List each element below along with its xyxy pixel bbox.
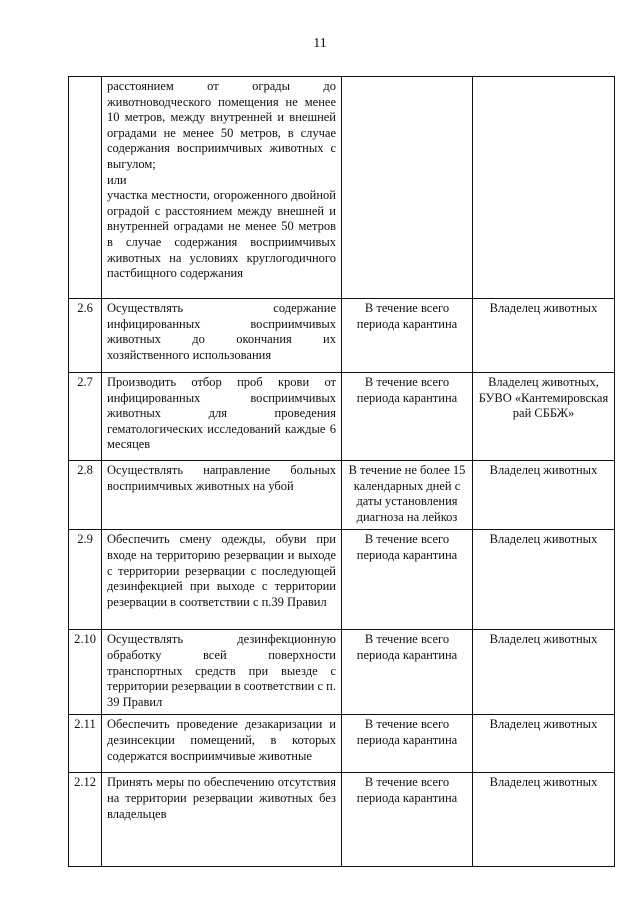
row-action: Осуществлять дезинфекционную обработку всей поверхности транспортных средств при выезде с территории резервации в соответствии с п. 39 Правил <box>102 630 342 715</box>
row-number: 2.8 <box>69 461 102 530</box>
row-action: Обеспечить проведение дезакаризации и дезинсекции помещений, в которых содержатся восприимчивые животные <box>102 715 342 773</box>
row-action: Осуществлять содержание инфицированных восприимчивых животных до окончания их хозяйственного использования <box>102 299 342 373</box>
row-responsible: Владелец животных <box>473 630 615 715</box>
row-term: В течение всего периода карантина <box>342 715 473 773</box>
table-row <box>69 461 615 530</box>
row-number: 2.9 <box>69 530 102 630</box>
table-row <box>69 715 615 773</box>
row-number <box>69 77 102 299</box>
table-row <box>69 77 615 299</box>
row-number: 2.6 <box>69 299 102 373</box>
row-term: В течение всего периода карантина <box>342 373 473 461</box>
action-text: расстоянием от ограды до животноводческого помещения не менее 10 метров, между внутренней и внешней оградами не менее 50 метров, в случае содержания восприимчивых животных с выгулом; <box>107 79 336 171</box>
measures-table <box>68 76 615 867</box>
table-row <box>69 299 615 373</box>
row-action: Осуществлять направление больных восприимчивых животных на убой <box>102 461 342 530</box>
table-row <box>69 773 615 867</box>
row-action: Производить отбор проб крови от инфицированных восприимчивых животных для проведения гематологических исследований каждые 6 месяцев <box>102 373 342 461</box>
row-number: 2.10 <box>69 630 102 715</box>
action-separator: или <box>107 172 127 187</box>
row-responsible: Владелец животных <box>473 299 615 373</box>
page-number: 11 <box>313 36 327 51</box>
action-text: участка местности, огороженного двойной оградой с расстоянием между внешней и внутренней оградами не менее 50 метров в случае содержания восприимчивых животных на условиях круглогодичного пастбищного содержания <box>107 188 336 281</box>
row-action: Принять меры по обеспечению отсутствия на территории резервации животных без владельцев <box>102 773 342 867</box>
table-row <box>69 373 615 461</box>
row-term: В течение всего периода карантина <box>342 299 473 373</box>
row-responsible: Владелец животных <box>473 773 615 867</box>
row-action <box>102 77 342 299</box>
row-responsible: Владелец животных <box>473 530 615 630</box>
row-responsible: Владелец животных <box>473 461 615 530</box>
row-term: В течение всего периода карантина <box>342 530 473 630</box>
row-term: В течение всего периода карантина <box>342 773 473 867</box>
row-number: 2.7 <box>69 373 102 461</box>
row-term: В течение всего периода карантина <box>342 630 473 715</box>
row-term: В течение не более 15 календарных дней с даты установления диагноза на лейкоз <box>342 461 473 530</box>
table-row <box>69 530 615 630</box>
row-term <box>342 77 473 299</box>
row-responsible <box>473 77 615 299</box>
row-responsible: Владелец животных <box>473 715 615 773</box>
row-action: Обеспечить смену одежды, обуви при входе на территорию резервации и выходе с территории резервации с последующей дезинфекцией при выходе с территории резервации в соответствии с п.39 Правил <box>102 530 342 630</box>
row-number: 2.12 <box>69 773 102 867</box>
row-number: 2.11 <box>69 715 102 773</box>
table-row <box>69 630 615 715</box>
row-responsible: Владелец животных, БУВО «Кантемировская рай СББЖ» <box>473 373 615 461</box>
